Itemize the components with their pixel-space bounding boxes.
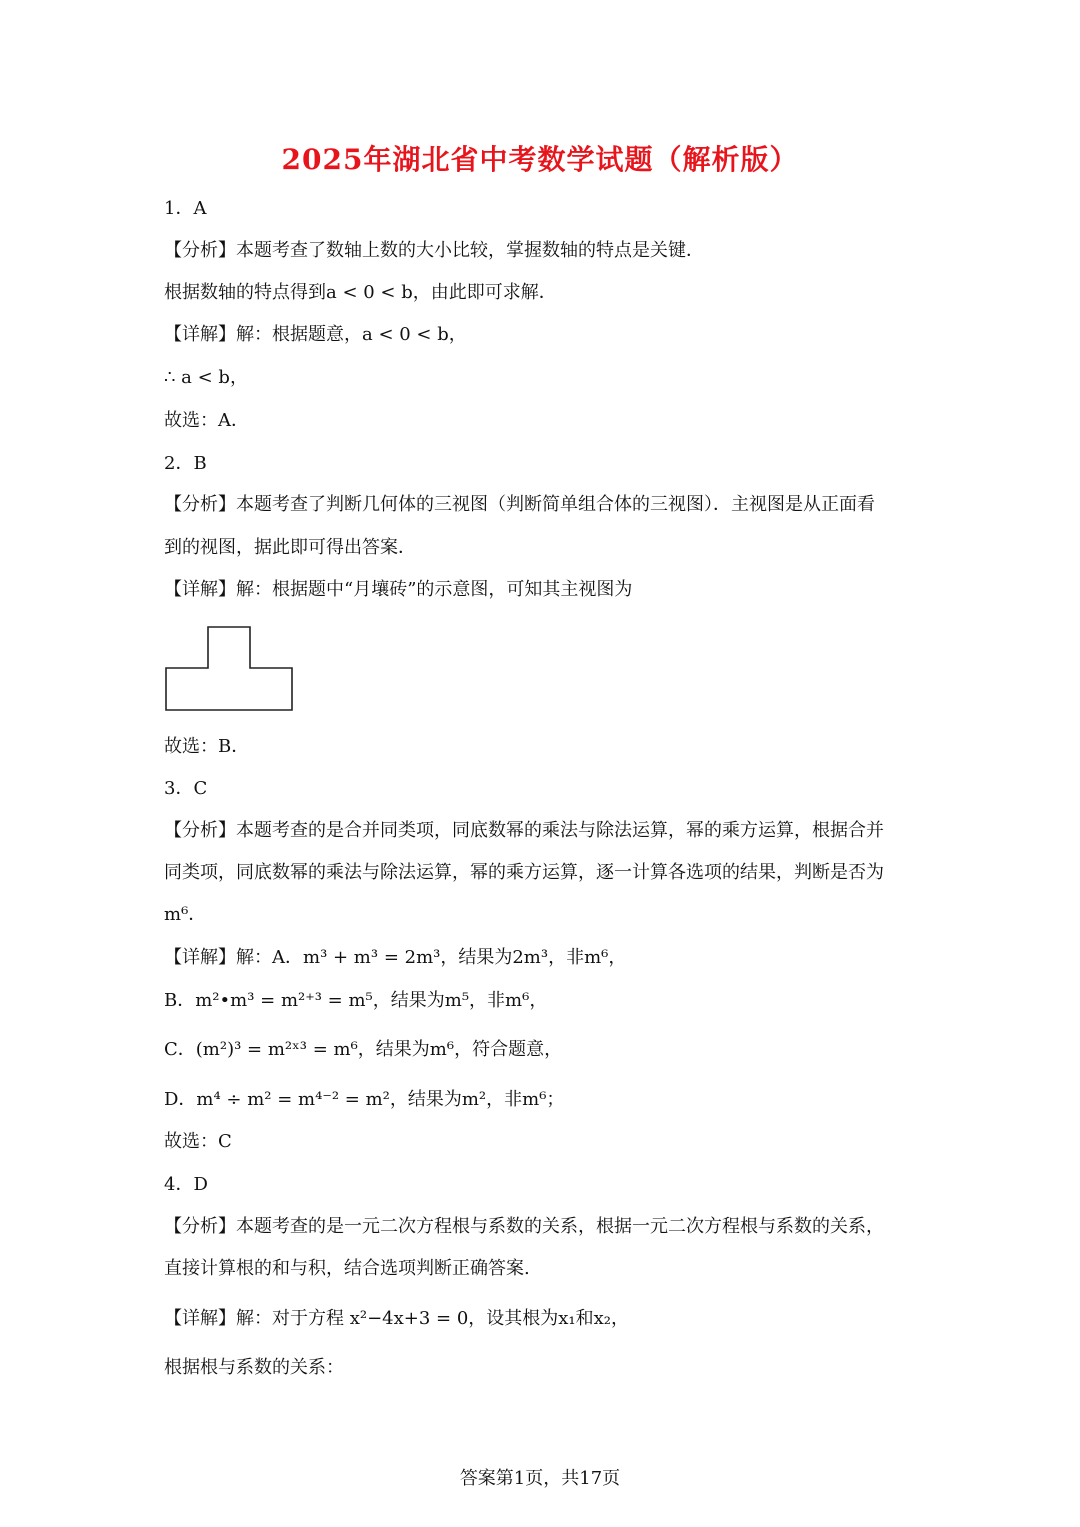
q4-detail: 【详解】解：对于方程 x²−4x+3 = 0，设其根为x₁和x₂， (164, 1308, 630, 1329)
q3-option-c: C．(m²)³ = m²ˣ³ = m⁶，结果为m⁶，符合题意， (164, 1039, 563, 1060)
q2-choice: 故选：B． (164, 736, 250, 757)
t-shape-outline (166, 627, 292, 710)
q1-choice: 故选：A． (164, 410, 249, 431)
q2-answer: 2．B (164, 453, 207, 474)
document-title: 2025年湖北省中考数学试题（解析版） (281, 143, 799, 176)
q2-analysis: 【分析】本题考查了判断几何体的三视图（判断简单组合体的三视图）．主视图是从正面看 (164, 494, 875, 515)
q3-option-d: D．m⁴ ÷ m² = m⁴⁻² = m²，结果为m²，非m⁶； (164, 1089, 565, 1110)
q4-relation: 根据根与系数的关系： (164, 1357, 344, 1378)
q1-analysis-2: 根据数轴的特点得到a < 0 < b，由此即可求解． (164, 282, 557, 303)
front-view-figure (164, 625, 296, 713)
page-footer: 答案第1页，共17页 (459, 1468, 621, 1489)
q4-analysis: 【分析】本题考查的是一元二次方程根与系数的关系，根据一元二次方程根与系数的关系， (164, 1216, 884, 1237)
q1-analysis: 【分析】本题考查了数轴上数的大小比较，掌握数轴的特点是关键． (164, 240, 704, 261)
q3-option-b: B．m²•m³ = m²⁺³ = m⁵，结果为m⁵，非m⁶， (164, 990, 548, 1011)
q2-analysis-2: 到的视图，据此即可得出答案． (164, 537, 416, 558)
q1-answer: 1．A (164, 198, 207, 219)
q3-analysis: 【分析】本题考查的是合并同类项，同底数幂的乘法与除法运算，幂的乘方运算，根据合并 (164, 820, 884, 841)
q2-detail: 【详解】解：根据题中“月壤砖”的示意图，可知其主视图为 (164, 579, 633, 600)
q1-detail: 【详解】解：根据题意，a < 0 < b， (164, 324, 467, 345)
q4-analysis-2: 直接计算根的和与积，结合选项判断正确答案. (164, 1258, 530, 1279)
q3-analysis-2: 同类项，同底数幂的乘法与除法运算，幂的乘方运算，逐一计算各选项的结果，判断是否为 (164, 862, 884, 883)
q3-answer: 3．C (164, 778, 208, 799)
q4-answer: 4．D (164, 1174, 208, 1195)
q3-choice: 故选：C (164, 1131, 232, 1152)
q1-therefore: ∴ a < b， (164, 367, 248, 388)
q3-detail-a: 【详解】解：A．m³ + m³ = 2m³，结果为2m³，非m⁶， (164, 947, 627, 968)
q3-analysis-3: m⁶． (164, 904, 207, 925)
